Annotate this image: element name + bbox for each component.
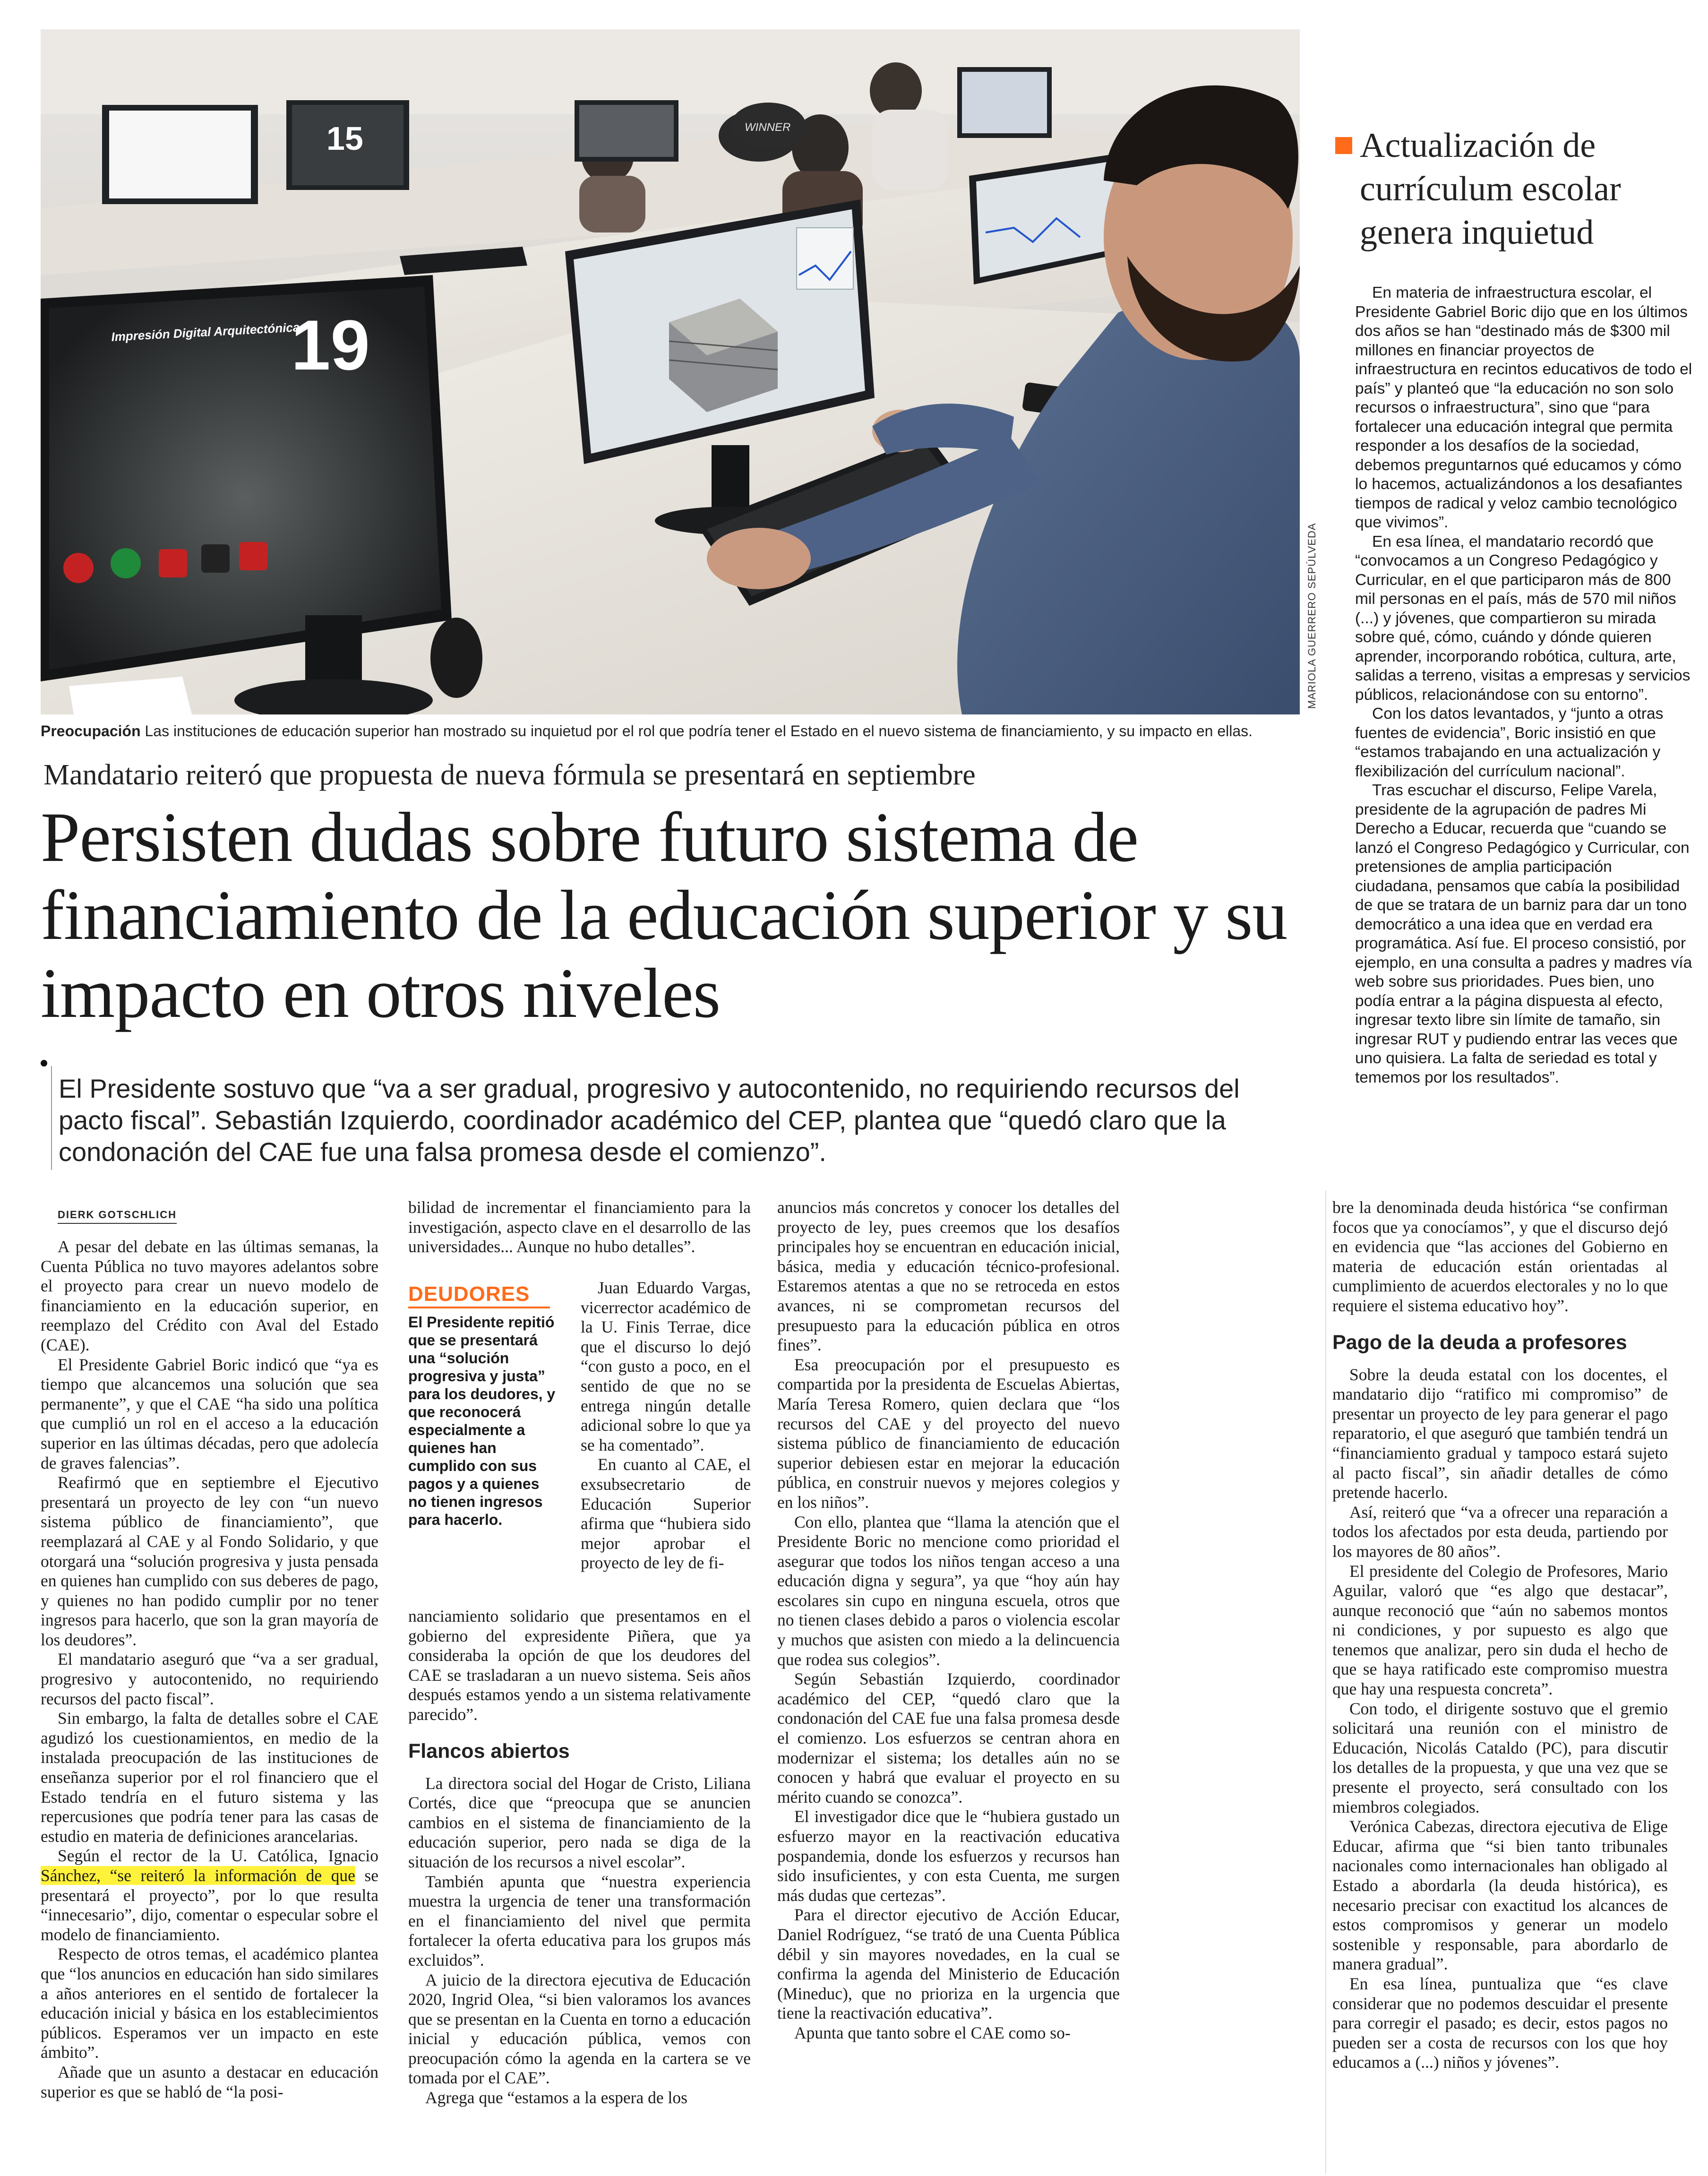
paragraph: En materia de infraestructura escolar, el Presidente Gabriel Boric dijo que en los últimos dos años se han “destinado más de $300 mil millones en financiar proyectos de infraestructura en recintos educativos de todo el país” y planteó que “la educación no son solo recursos o infraestructura”, sino que “para fortalecer una educación integral que permita responder a los desafíos de la sociedad, debemos preguntarnos qué educamos y cómo lo hacemos, actualizándonos a los desafiantes tiempos de radical y veloz cambio tecnológico que vivimos”. — [1355, 284, 1692, 531]
caption-label: Preocupación — [41, 722, 141, 740]
monitor-number-19: 19 — [291, 305, 370, 385]
paragraph: Para el director ejecutivo de Acción Educar, Daniel Rodríguez, “se trató de una Cuenta Pública débil y sin mayores novedades, en la cual se confirma la agenda del Ministerio de Educación (Mineduc), que no prioriza en la urgencia que tiene la reactivación educativa”. — [777, 1905, 1120, 2023]
paragraph: También apunta que “nuestra experiencia muestra la urgencia de tener una transformación en el financiamiento del nivel que permita fortalecer la oferta educativa para los grupos más excluidos”. — [408, 1872, 751, 1970]
paragraph: bilidad de incrementar el financiamiento para la investigación, aspecto clave en el desarrollo de las universidades... Aunque no hubo detalles”. — [408, 1198, 751, 1256]
pull-rule — [408, 1307, 550, 1308]
sidebar-square-icon — [1335, 137, 1352, 154]
paragraph: Según Sebastián Izquierdo, coordinador académico del CEP, “quedó claro que la condonación del CAE fue una falsa promesa desde el comienzo. Los esfuerzos se centran ahora en modernizar el sistema; los detalles aún no se conocen y habrá que evaluar el proyecto en su mérito cuando se conozca”. — [777, 1669, 1120, 1806]
byline: DIERK GOTSCHLICH — [58, 1209, 177, 1224]
paragraph: Con los datos levantados, y “junto a otras fuentes de evidencia”, Boric insistió en que “estamos trabajando en una actualización y flexibilización del currículum nacional”. — [1355, 705, 1664, 780]
paragraph: Respecto de otros temas, el académico plantea que “los anuncios en educación han sido similares a años anteriores en el sentido de fortalecer la educación inicial y básica en los establecimientos públicos. Esperamos ver un impacto en este ámbito”. — [41, 1944, 378, 2062]
column-divider — [1325, 1191, 1326, 2174]
paragraph: Con ello, plantea que “llama la atención que el Presidente Boric no mencione como prioridad el asegurar que todos los niños tengan acceso a una educación digna y segura”, ya que “hoy aún hay escolares sin cupo en ninguna escuela, otros que no tienen clases debido a paros o violencia escolar y muchos que asisten con miedo a la delincuencia que rodea sus colegios”. — [777, 1512, 1120, 1669]
paragraph: En esa línea, puntualiza que “es clave considerar que no podemos descuidar el presente para corregir el pasado; es decir, estos pagos no pueden ser a costa de recursos con los que hoy educamos a (...) niños y jóvenes”. — [1332, 1974, 1668, 2072]
paragraph: anuncios más concretos y conocer los detalles del proyecto de ley, pues creemos que los desafíos principales hoy se encuentran en educación inicial, básica, media y educación técnico-profesional. Estaremos atentas a que no se retroceda en estos avances, ni se comprometan recursos del presupuesto para la educación pública en otros fines”. — [777, 1198, 1120, 1355]
paragraph: El presidente del Colegio de Profesores, Mario Aguilar, valoró que “es algo que destacar”, aunque reconoció que “aún no sabemos montos ni condiciones, y por supuesto es algo que tenemos que analizar, pero sin duda el hecho de que se haya ratificado este compromiso muestra que hay una respuesta concreta”. — [1332, 1561, 1668, 1699]
sidebar-text — [1355, 284, 1693, 1087]
paragraph: Así, reiteró que “va a ofrecer una reparación a todos los afectados por esta deuda, partiendo por los mayores de 80 años”. — [1332, 1502, 1668, 1561]
headline: Persisten dudas sobre futuro sistema de financiamiento de la educación superior y su impacto en otros niveles — [41, 798, 1287, 1032]
paragraph: Sin embargo, la falta de detalles sobre el CAE agudizó los cuestionamientos, en medio de la instalada preocupación de las instituciones de enseñanza superior por el rol financiero que el Estado tendría en el futuro sistema y las repercusiones que podría tener para las casas de estudio en materia de definiciones arancelarias. — [41, 1709, 378, 1846]
cap-text: WINNER — [745, 121, 791, 134]
column-1 — [41, 1237, 378, 2102]
paragraph: A juicio de la directora ejecutiva de Educación 2020, Ingrid Olea, “si bien valoramos los avances que se presentan en la Cuenta en torno a educación inicial y educación pública, vemos con preocupación cómo la agenda en la cartera se ve tomada por el CAE”. — [408, 1970, 751, 2088]
kicker: Mandatario reiteró que propuesta de nueva fórmula se presentará en septiembre — [43, 759, 976, 791]
photo-caption — [41, 722, 1302, 740]
column-3 — [777, 1198, 1120, 2043]
paragraph — [41, 1846, 378, 1944]
bullet-dot — [41, 1060, 47, 1066]
article-photo — [41, 29, 1300, 714]
paragraph: Tras escuchar el discurso, Felipe Varela, presidente de la agrupación de padres Mi Derecho a Educar, recuerda que “cuando se lanzó el Congreso Pedagógico y Curricular, con pretensiones de amplia participación ciudadana, pensamos que cabía la posibilidad de que se tratara de un barniz para dar un tono democrático a una idea que en verdad era programática. Así fue. El proceso consistió, por ejemplo, en una consulta a padres y madres vía web sobre sus prioridades. Pues bien, uno podía entrar a la página dispuesta al efecto, ingresar texto libre sin límite de tamaño, sin ingresar RUT y pudiendo entrar las veces que uno quisiera. La falta de seriedad es total y tememos por los resultados”. — [1355, 782, 1692, 1086]
column-4 — [1332, 1198, 1668, 2073]
monitor-number-15: 15 — [326, 120, 363, 157]
subhead-pago: Pago de la deuda a profesores — [1332, 1331, 1627, 1354]
paragraph-part: se presentará el proyecto”, por lo que resulta “innecesario”, dijo, comentar o especular sobre el modelo de financiamiento. — [41, 1866, 378, 1944]
paragraph: bre la denominada deuda histórica “se confirman focos que ya conocíamos”, y que el discurso dejó en evidencia que “las acciones del Gobierno en materia de educación están orientadas al cumplimiento de acuerdos electorales y no lo que requiere el sistema educativo hoy”. — [1332, 1198, 1668, 1315]
lede-rule — [51, 1066, 52, 1170]
paragraph: El mandatario aseguró que “va a ser gradual, progresivo y autocontenido, no requiriendo recursos del pacto fiscal”. — [41, 1650, 378, 1708]
paragraph: Esa preocupación por el presupuesto es compartida por la presidenta de Escuelas Abiertas, María Teresa Romero, quien declara que “los recursos del CAE y del proyecto del nuevo sistema público de financiamiento de educación superior debiesen estar en mejorar la educación pública, en construir nuevos y mejores colegios y en los niños”. — [777, 1355, 1120, 1512]
paragraph: Agrega que “estamos a la espera de los — [425, 2088, 687, 2107]
photo-credit: MARIOLA GUERRERO SEPÚLVEDA — [1306, 523, 1318, 709]
paragraph: Añade que un asunto a destacar en educación superior es que se habló de “la posi- — [41, 2062, 378, 2101]
caption-text: Las instituciones de educación superior han mostrado su inquietud por el rol que podría tener el Estado en el nuevo sistema de financiamiento, y su impacto en ellas. — [140, 722, 1253, 740]
sidebar-title: Actualización de currículum escolar genera inquietud — [1360, 126, 1621, 252]
pull-title: DEUDORES — [408, 1282, 530, 1306]
paragraph-part: Según el rector de la U. Católica, Ignacio — [58, 1846, 378, 1866]
lede: El Presidente sostuvo que “va a ser gradual, progresivo y autocontenido, no requiriendo recursos del pacto fiscal”. Sebastián Izquierdo, coordinador académico del CEP, plantea que “quedó claro que la condonación del CAE fue una falsa promesa desde el comienzo”. — [59, 1074, 1240, 1167]
paragraph: El investigador dice que le “hubiera gustado un esfuerzo mayor en la reactivación educativa pospandemia, donde los esfuerzos y recursos han sido insuficientes, y con esta Cuenta, me surgen más dudas que certezas”. — [777, 1807, 1120, 1905]
paragraph: Reafirmó que en septiembre el Ejecutivo presentará un proyecto de ley con “un nuevo sistema público de financiamiento”, que reemplazará al CAE y al Fondo Solidario, y que otorgará una “solución progresiva y justa pensada en quienes han cumplido con sus deberes de pago, y quienes no han podido cumplir por no tener ingresos para hacerlo, que son la gran mayoría de los deudores”. — [41, 1473, 378, 1649]
paragraph: Juan Eduardo Vargas, vicerrector académico de la U. Finis Terrae, dice que el discurso lo dejó “con gusto a poco, en el sentido de que no se entrega ningún detalle adicional sobre lo que ya se ha comentado”. — [581, 1278, 751, 1454]
subhead-flancos: Flancos abiertos — [408, 1739, 570, 1763]
pull-text: El Presidente repitió que se presentará una “solución progresiva y justa” para los deudores, y que reconocerá especialmente a quienes han cumplido con sus pagos y a quienes no tienen ingresos para hacerlo. — [408, 1314, 556, 1528]
paragraph: Apunta que tanto sobre el CAE como so- — [794, 2023, 1071, 2042]
paragraph: nanciamiento solidario que presentamos en el gobierno del expresidente Piñera, que ya consideraba la opción de que los deudores del CAE se trasladaran a un nuevo sistema. Seis años después estamos yendo a un sistema relativamente parecido”. — [408, 1607, 751, 1724]
paragraph: Sobre la deuda estatal con los docentes, el mandatario dijo “ratifico mi compromiso” de presentar un proyecto de ley para generar el pago reparatorio, el que aseguró que también tendrá un “financiamiento gradual y tampoco estará sujeto al pacto fiscal”, sin añadir detalles de cómo pretende hacerlo. — [1332, 1365, 1668, 1502]
monitor-title: Impresión Digital Arquitectónica — [111, 320, 300, 344]
paragraph: En cuanto al CAE, el exsubsecretario de Educación Superior afirma que “hubiera sido mejor aprobar el proyecto de ley de fi- — [581, 1455, 751, 1573]
paragraph: A pesar del debate en las últimas semanas, la Cuenta Pública no tuvo mayores adelantos sobre el proyecto para crear un nuevo modelo de financiamiento en la educación superior, en reemplazo del Crédito con Aval del Estado (CAE). — [41, 1237, 378, 1354]
paragraph: El Presidente Gabriel Boric indicó que “ya es tiempo que alcancemos una solución que sea permanente”, y que el CAE “ha sido una política que cumplió un rol en el acceso a la educación superior en las últimas décadas, pero que adolecía de graves falencias”. — [41, 1355, 378, 1472]
pull-box — [408, 1283, 557, 1576]
paragraph: En esa línea, el mandatario recordó que “convocamos a un Congreso Pedagógico y Curricular, en el que participaron más de 800 mil personas en el país, más de 570 mil niños (...) y jóvenes, que compartieron su mirada sobre qué, cómo, cuándo y dónde quieren aprender, incorporando robótica, cultura, arte, salidas a terreno, visitas a empresas y servicios públicos, relacionándose con su entorno”. — [1355, 533, 1691, 704]
paragraph: Verónica Cabezas, directora ejecutiva de Elige Educar, afirma que “si bien tanto tribunales nacionales como internacionales han obligado al Estado a abordarla (la deuda histórica), es necesario precisar con exactitud los alcances de estos compromisos y generar un modelo sostenible y responsable, para abordarlo de manera gradual”. — [1332, 1817, 1668, 1974]
paragraph: Con todo, el dirigente sostuvo que el gremio solicitará una reunión con el ministro de Educación, Nicolás Cataldo (PC), para discutir los detalles de la propuesta, y que una vez que se presente el proyecto, será consultado con los miembros colegiados. — [1332, 1699, 1668, 1816]
paragraph: La directora social del Hogar de Cristo, Liliana Cortés, dice que “preocupa que se anuncien cambios en el sistema de financiamiento de la educación superior, pero nada se diga de la situación de los recursos a nivel escolar”. — [408, 1773, 751, 1871]
highlighted-text: Sánchez, “se reiteró la información de que — [41, 1866, 355, 1885]
